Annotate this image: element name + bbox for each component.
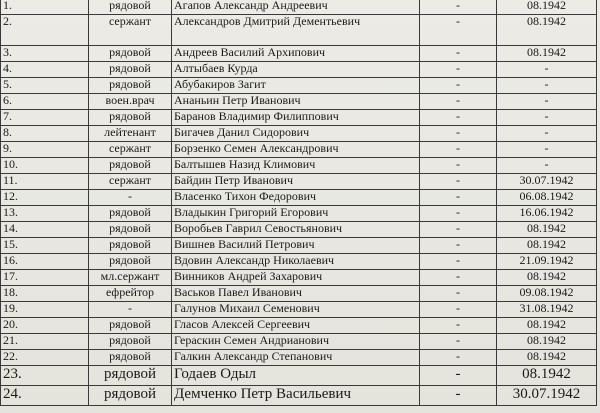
rank-cell: рядовой: [89, 254, 172, 270]
date-cell: -: [497, 110, 597, 126]
table-row: [1, 174, 597, 190]
rank-cell: рядовой: [89, 0, 172, 15]
rank-cell: -: [89, 302, 172, 318]
dash-cell: -: [420, 46, 497, 62]
table-row: [1, 350, 597, 366]
rank-cell: рядовой: [89, 366, 172, 386]
rank-cell: сержант: [89, 15, 172, 46]
name-cell: Андреев Василий Архипович: [172, 46, 420, 62]
rank-cell: рядовой: [89, 386, 172, 406]
table-row: [1, 94, 597, 110]
name-cell: Галунов Михаил Семенович: [172, 302, 420, 318]
name-cell: Гласов Алексей Сергеевич: [172, 318, 420, 334]
name-cell: Власенко Тихон Федорович: [172, 190, 420, 206]
dash-cell: -: [420, 270, 497, 286]
name-cell: Балтышев Назид Климович: [172, 158, 420, 174]
dash-cell: -: [420, 350, 497, 366]
name-cell: Вдовин Александр Николаевич: [172, 254, 420, 270]
name-cell: Вишнев Василий Петрович: [172, 238, 420, 254]
row-number: 4.: [1, 62, 89, 78]
name-cell: Байдин Петр Иванович: [172, 174, 420, 190]
table-row: [1, 238, 597, 254]
date-cell: 16.06.1942: [497, 206, 597, 222]
date-cell: 08.1942: [497, 334, 597, 350]
dash-cell: -: [420, 94, 497, 110]
table-row: [1, 222, 597, 238]
rank-cell: рядовой: [89, 62, 172, 78]
name-cell: Гераскин Семен Андрианович: [172, 334, 420, 350]
row-number: 14.: [1, 222, 89, 238]
date-cell: 08.1942: [497, 0, 597, 15]
dash-cell: -: [420, 158, 497, 174]
rank-cell: -: [89, 190, 172, 206]
date-cell: 08.1942: [497, 222, 597, 238]
date-cell: 08.1942: [497, 318, 597, 334]
dash-cell: -: [420, 238, 497, 254]
date-cell: 08.1942: [497, 238, 597, 254]
table-row: [1, 366, 597, 386]
date-cell: -: [497, 78, 597, 94]
date-cell: 08.1942: [497, 270, 597, 286]
row-number: 11.: [1, 174, 89, 190]
table-row: [1, 62, 597, 78]
rank-cell: рядовой: [89, 158, 172, 174]
date-cell: -: [497, 158, 597, 174]
name-cell: Алтыбаев Курда: [172, 62, 420, 78]
name-cell: Ананьин Петр Иванович: [172, 94, 420, 110]
dash-cell: -: [420, 386, 497, 406]
date-cell: 06.08.1942: [497, 190, 597, 206]
table-row: [1, 334, 597, 350]
row-number: 8.: [1, 126, 89, 142]
name-cell: Агапов Александр Андреевич: [172, 0, 420, 15]
date-cell: 08.1942: [497, 350, 597, 366]
table-row: [1, 46, 597, 62]
table-row: [1, 286, 597, 302]
name-cell: Годаев Одыл: [172, 366, 420, 386]
dash-cell: -: [420, 0, 497, 15]
row-number: 16.: [1, 254, 89, 270]
row-number: 19.: [1, 302, 89, 318]
name-cell: Демченко Петр Васильевич: [172, 386, 420, 406]
rank-cell: лейтенант: [89, 126, 172, 142]
dash-cell: -: [420, 302, 497, 318]
rank-cell: рядовой: [89, 318, 172, 334]
row-number: 9.: [1, 142, 89, 158]
date-cell: 31.08.1942: [497, 302, 597, 318]
row-number: 12.: [1, 190, 89, 206]
table-row: [1, 270, 597, 286]
dash-cell: -: [420, 62, 497, 78]
date-cell: -: [497, 126, 597, 142]
dash-cell: -: [420, 15, 497, 46]
rank-cell: сержант: [89, 142, 172, 158]
dash-cell: -: [420, 222, 497, 238]
rank-cell: рядовой: [89, 206, 172, 222]
name-cell: Винников Андрей Захарович: [172, 270, 420, 286]
row-number: 3.: [1, 46, 89, 62]
table-row: [1, 206, 597, 222]
rank-cell: воен.врач: [89, 94, 172, 110]
name-cell: Абубакиров Загит: [172, 78, 420, 94]
table-row: [1, 254, 597, 270]
row-number: 13.: [1, 206, 89, 222]
rank-cell: рядовой: [89, 334, 172, 350]
dash-cell: -: [420, 142, 497, 158]
dash-cell: -: [420, 318, 497, 334]
name-cell: Александров Дмитрий Дементьевич: [172, 15, 420, 46]
rank-cell: рядовой: [89, 350, 172, 366]
row-number: 18.: [1, 286, 89, 302]
name-cell: Баранов Владимир Филиппович: [172, 110, 420, 126]
rank-cell: рядовой: [89, 222, 172, 238]
row-number: 20.: [1, 318, 89, 334]
name-cell: Бигачев Данил Сидорович: [172, 126, 420, 142]
name-cell: Воробьев Гаврил Севостьянович: [172, 222, 420, 238]
rank-cell: рядовой: [89, 238, 172, 254]
dash-cell: -: [420, 334, 497, 350]
name-cell: Галкин Александр Степанович: [172, 350, 420, 366]
table-row: [1, 318, 597, 334]
dash-cell: -: [420, 126, 497, 142]
date-cell: 30.07.1942: [497, 174, 597, 190]
table-row: [1, 126, 597, 142]
rank-cell: рядовой: [89, 78, 172, 94]
date-cell: 21.09.1942: [497, 254, 597, 270]
table-row: [1, 15, 597, 46]
name-cell: Борзенко Семен Александрович: [172, 142, 420, 158]
dash-cell: -: [420, 206, 497, 222]
row-number: 6.: [1, 94, 89, 110]
date-cell: 08.1942: [497, 366, 597, 386]
row-number: 10.: [1, 158, 89, 174]
rank-cell: мл.сержант: [89, 270, 172, 286]
rank-cell: рядовой: [89, 46, 172, 62]
row-number: 5.: [1, 78, 89, 94]
date-cell: -: [497, 142, 597, 158]
dash-cell: -: [420, 254, 497, 270]
rank-cell: ефрейтор: [89, 286, 172, 302]
date-cell: -: [497, 94, 597, 110]
table-row: [1, 110, 597, 126]
name-cell: Васьков Павел Иванович: [172, 286, 420, 302]
table-row: [1, 302, 597, 318]
date-cell: 08.1942: [497, 46, 597, 62]
dash-cell: -: [420, 190, 497, 206]
table-row: [1, 78, 597, 94]
date-cell: -: [497, 62, 597, 78]
row-number: 21.: [1, 334, 89, 350]
dash-cell: -: [420, 366, 497, 386]
dash-cell: -: [420, 286, 497, 302]
date-cell: 08.1942: [497, 15, 597, 46]
date-cell: 30.07.1942: [497, 386, 597, 406]
name-cell: Владыкин Григорий Егорович: [172, 206, 420, 222]
table-row: [1, 190, 597, 206]
row-number: 7.: [1, 110, 89, 126]
dash-cell: -: [420, 78, 497, 94]
date-cell: 09.08.1942: [497, 286, 597, 302]
dash-cell: -: [420, 110, 497, 126]
table-row: [1, 0, 597, 15]
row-number: 23.: [1, 366, 89, 386]
rank-cell: сержант: [89, 174, 172, 190]
row-number: 1.: [1, 0, 89, 15]
row-number: 2.: [1, 15, 89, 46]
row-number: 17.: [1, 270, 89, 286]
table-row: [1, 142, 597, 158]
dash-cell: -: [420, 174, 497, 190]
rank-cell: рядовой: [89, 110, 172, 126]
table-row: [1, 386, 597, 406]
row-number: 15.: [1, 238, 89, 254]
roster-body: [1, 0, 597, 406]
row-number: 24.: [1, 386, 89, 406]
row-number: 22.: [1, 350, 89, 366]
table-row: [1, 158, 597, 174]
